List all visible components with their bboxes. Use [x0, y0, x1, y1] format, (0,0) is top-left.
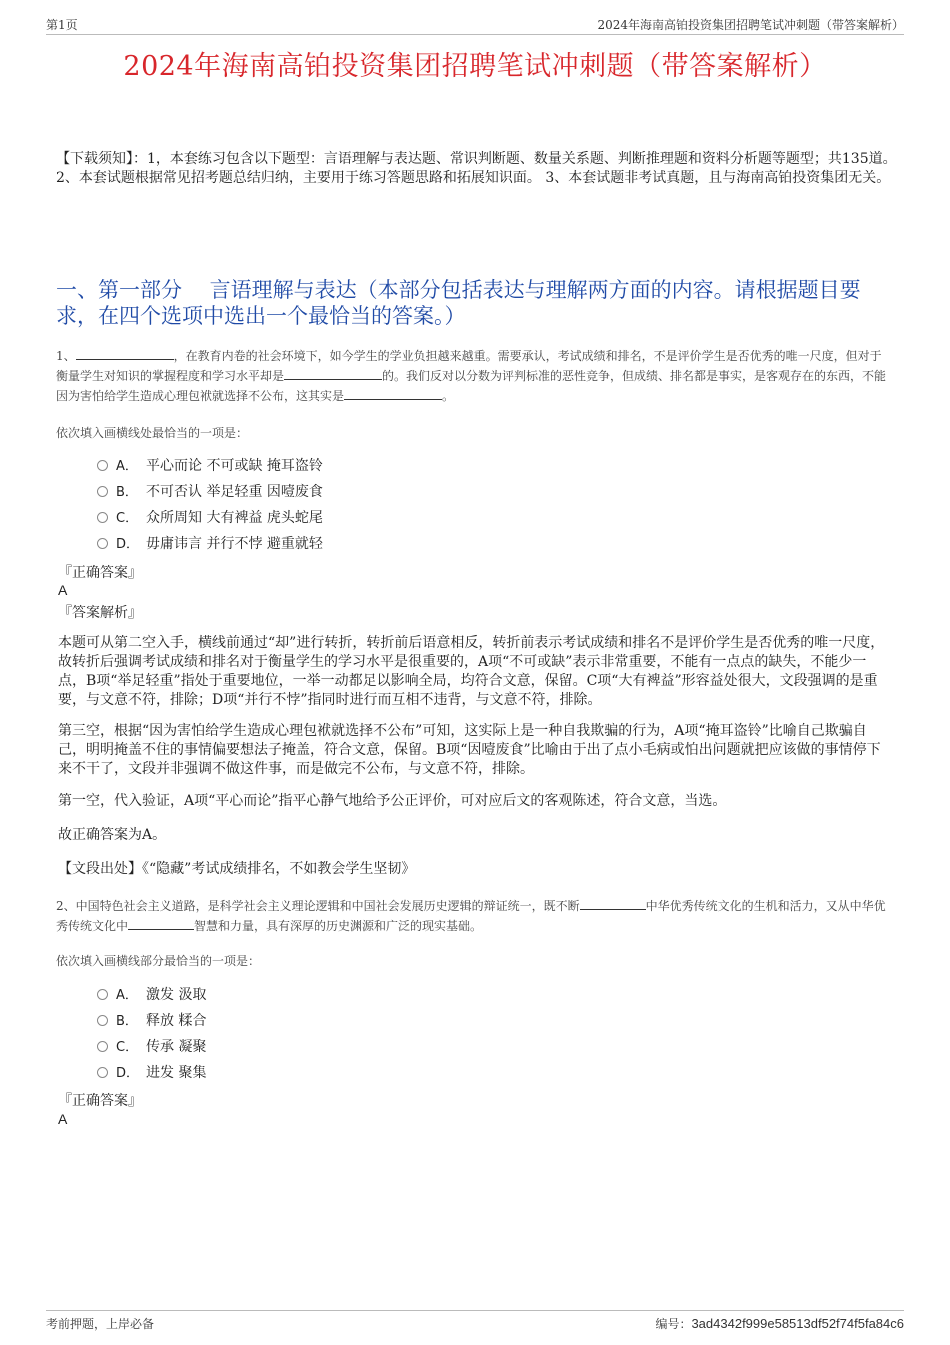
- option-c[interactable]: C． 众所周知 大有裨益 虎头蛇尾: [97, 508, 323, 528]
- page-header: [46, 14, 904, 35]
- analysis-label: 『答案解析』: [58, 605, 142, 621]
- footer-slogan: 考前押题，上岸必备: [46, 1317, 155, 1331]
- question-number: 1、: [56, 349, 76, 363]
- radio-icon[interactable]: [97, 486, 108, 497]
- option-b[interactable]: B． 释放 糅合: [97, 1011, 206, 1031]
- page-number: 第1页: [46, 18, 78, 32]
- option-d[interactable]: D． 进发 聚集: [97, 1063, 206, 1083]
- page-title: 2024年海南高铂投资集团招聘笔试冲刺题（带答案解析）: [123, 51, 827, 82]
- analysis-paragraph: 第三空，根据“因为害怕给学生造成心理包袱就选择不公布”可知，这实际上是一种自我欺骗的行为，A项“掩耳盗铃”比喻自己欺骗自己，明明掩盖不住的事情偏要想法子掩盖，符合文意，保留。B项“因噎废食”比喻由于出了点小毛病或怕出问题就把应该做的事情停下来不干了，文段并非强调不做这件事，而是做完不公布，与文意不符，排除。: [58, 723, 881, 777]
- radio-icon[interactable]: [97, 512, 108, 523]
- option-d[interactable]: D． 毋庸讳言 并行不悖 避重就轻: [97, 534, 323, 554]
- download-notice: 【下载须知】：1，本套练习包含以下题型：言语理解与表达题、常识判断题、数量关系题、判断推理题和资料分析题等题型；共135道。 2、本套试题根据常见招考题总结归纳，主要用于练习答题思路和拓展知识面。 3、本套试题非考试真题，且与海南高铂投资集团无关。: [56, 151, 897, 186]
- analysis-conclusion: 故正确答案为A。: [58, 827, 167, 843]
- source-citation: 【文段出处】《“隐藏”考试成绩排名，不如教会学生坚韧》: [58, 861, 416, 877]
- radio-icon[interactable]: [97, 1015, 108, 1026]
- question-number: 2、: [56, 899, 76, 913]
- header-doc-title: 2024年海南高铂投资集团招聘笔试冲刺题（带答案解析）: [597, 18, 904, 32]
- question-1-stem: 1、 ，在教育内卷的社会环境下，如今学生的学业负担越来越重。需要承认，考试成绩和排名，不是评价学生是否优秀的唯一尺度，但对于衡量学生对知识的掌握程度和学习水平却是 的。我们反对以分数为评判标准的恶性竞争，但成绩、排名都是事实，是客观存在的东西，不能因为害怕给学生造成心理包袱就选择不公布，这其实是 。: [56, 349, 887, 403]
- option-c[interactable]: C． 传承 凝聚: [97, 1037, 206, 1057]
- analysis-paragraph: 第一空，代入验证，A项“平心而论”指平心静气地给予公正评价，可对应后文的客观陈述，符合文意，当选。: [58, 793, 727, 809]
- radio-icon[interactable]: [97, 1067, 108, 1078]
- answer-value: A: [58, 1111, 68, 1127]
- radio-icon[interactable]: [97, 538, 108, 549]
- analysis-paragraph: 本题可从第二空入手，横线前通过“却”进行转折，转折前后语意相反，转折前表示考试成绩和排名不是评价学生是否优秀的唯一尺度，故转折后强调考试成绩和排名对于衡量学生的学习水平是很重要的，A项“不可或缺”表示非常重要，不能有一点点的缺失，不能少一点，B项“举足轻重”指处于重要地位，一举一动都足以影响全局，均符合文意，保留。C项“大有裨益”形容益处很大，文段强调的是重要，与文意不符，排除；D项“并行不悖”指同时进行而互相不违背，与文意不符，排除。: [58, 635, 885, 708]
- radio-icon[interactable]: [97, 989, 108, 1000]
- fill-blank: [580, 897, 646, 910]
- answer-label: 『正确答案』: [58, 1093, 142, 1109]
- radio-icon[interactable]: [97, 460, 108, 471]
- page-footer: [46, 1310, 904, 1335]
- option-a[interactable]: A． 平心而论 不可或缺 掩耳盗铃: [97, 456, 323, 476]
- fill-blank: [344, 387, 442, 400]
- question-2-prompt: 依次填入画横线部分最恰当的一项是：: [56, 954, 261, 968]
- option-a[interactable]: A． 激发 汲取: [97, 985, 206, 1005]
- fill-blank: [284, 367, 382, 380]
- question-2-stem: 2、中国特色社会主义道路，是科学社会主义理论逻辑和中国社会发展历史逻辑的辩证统一，既不断 中华优秀传统文化的生机和活力，又从中华优秀传统文化中 智慧和力量，具有深厚的历史渊源和广泛的现实基础。: [56, 899, 886, 933]
- answer-value: A: [58, 582, 68, 598]
- section-title: 一、第一部分 言语理解与表达（本部分包括表达与理解两方面的内容。请根据题目要求，在四个选项中选出一个最恰当的答案。）: [56, 278, 861, 328]
- fill-blank: [76, 347, 174, 360]
- option-b[interactable]: B． 不可否认 举足轻重 因噎废食: [97, 482, 323, 502]
- footer-code: 编号：3ad4342f999e58513df52f74f5fa84c6: [655, 1316, 904, 1331]
- question-1-prompt: 依次填入画横线处最恰当的一项是：: [56, 426, 249, 440]
- fill-blank: [128, 917, 194, 930]
- radio-icon[interactable]: [97, 1041, 108, 1052]
- answer-label: 『正确答案』: [58, 565, 142, 581]
